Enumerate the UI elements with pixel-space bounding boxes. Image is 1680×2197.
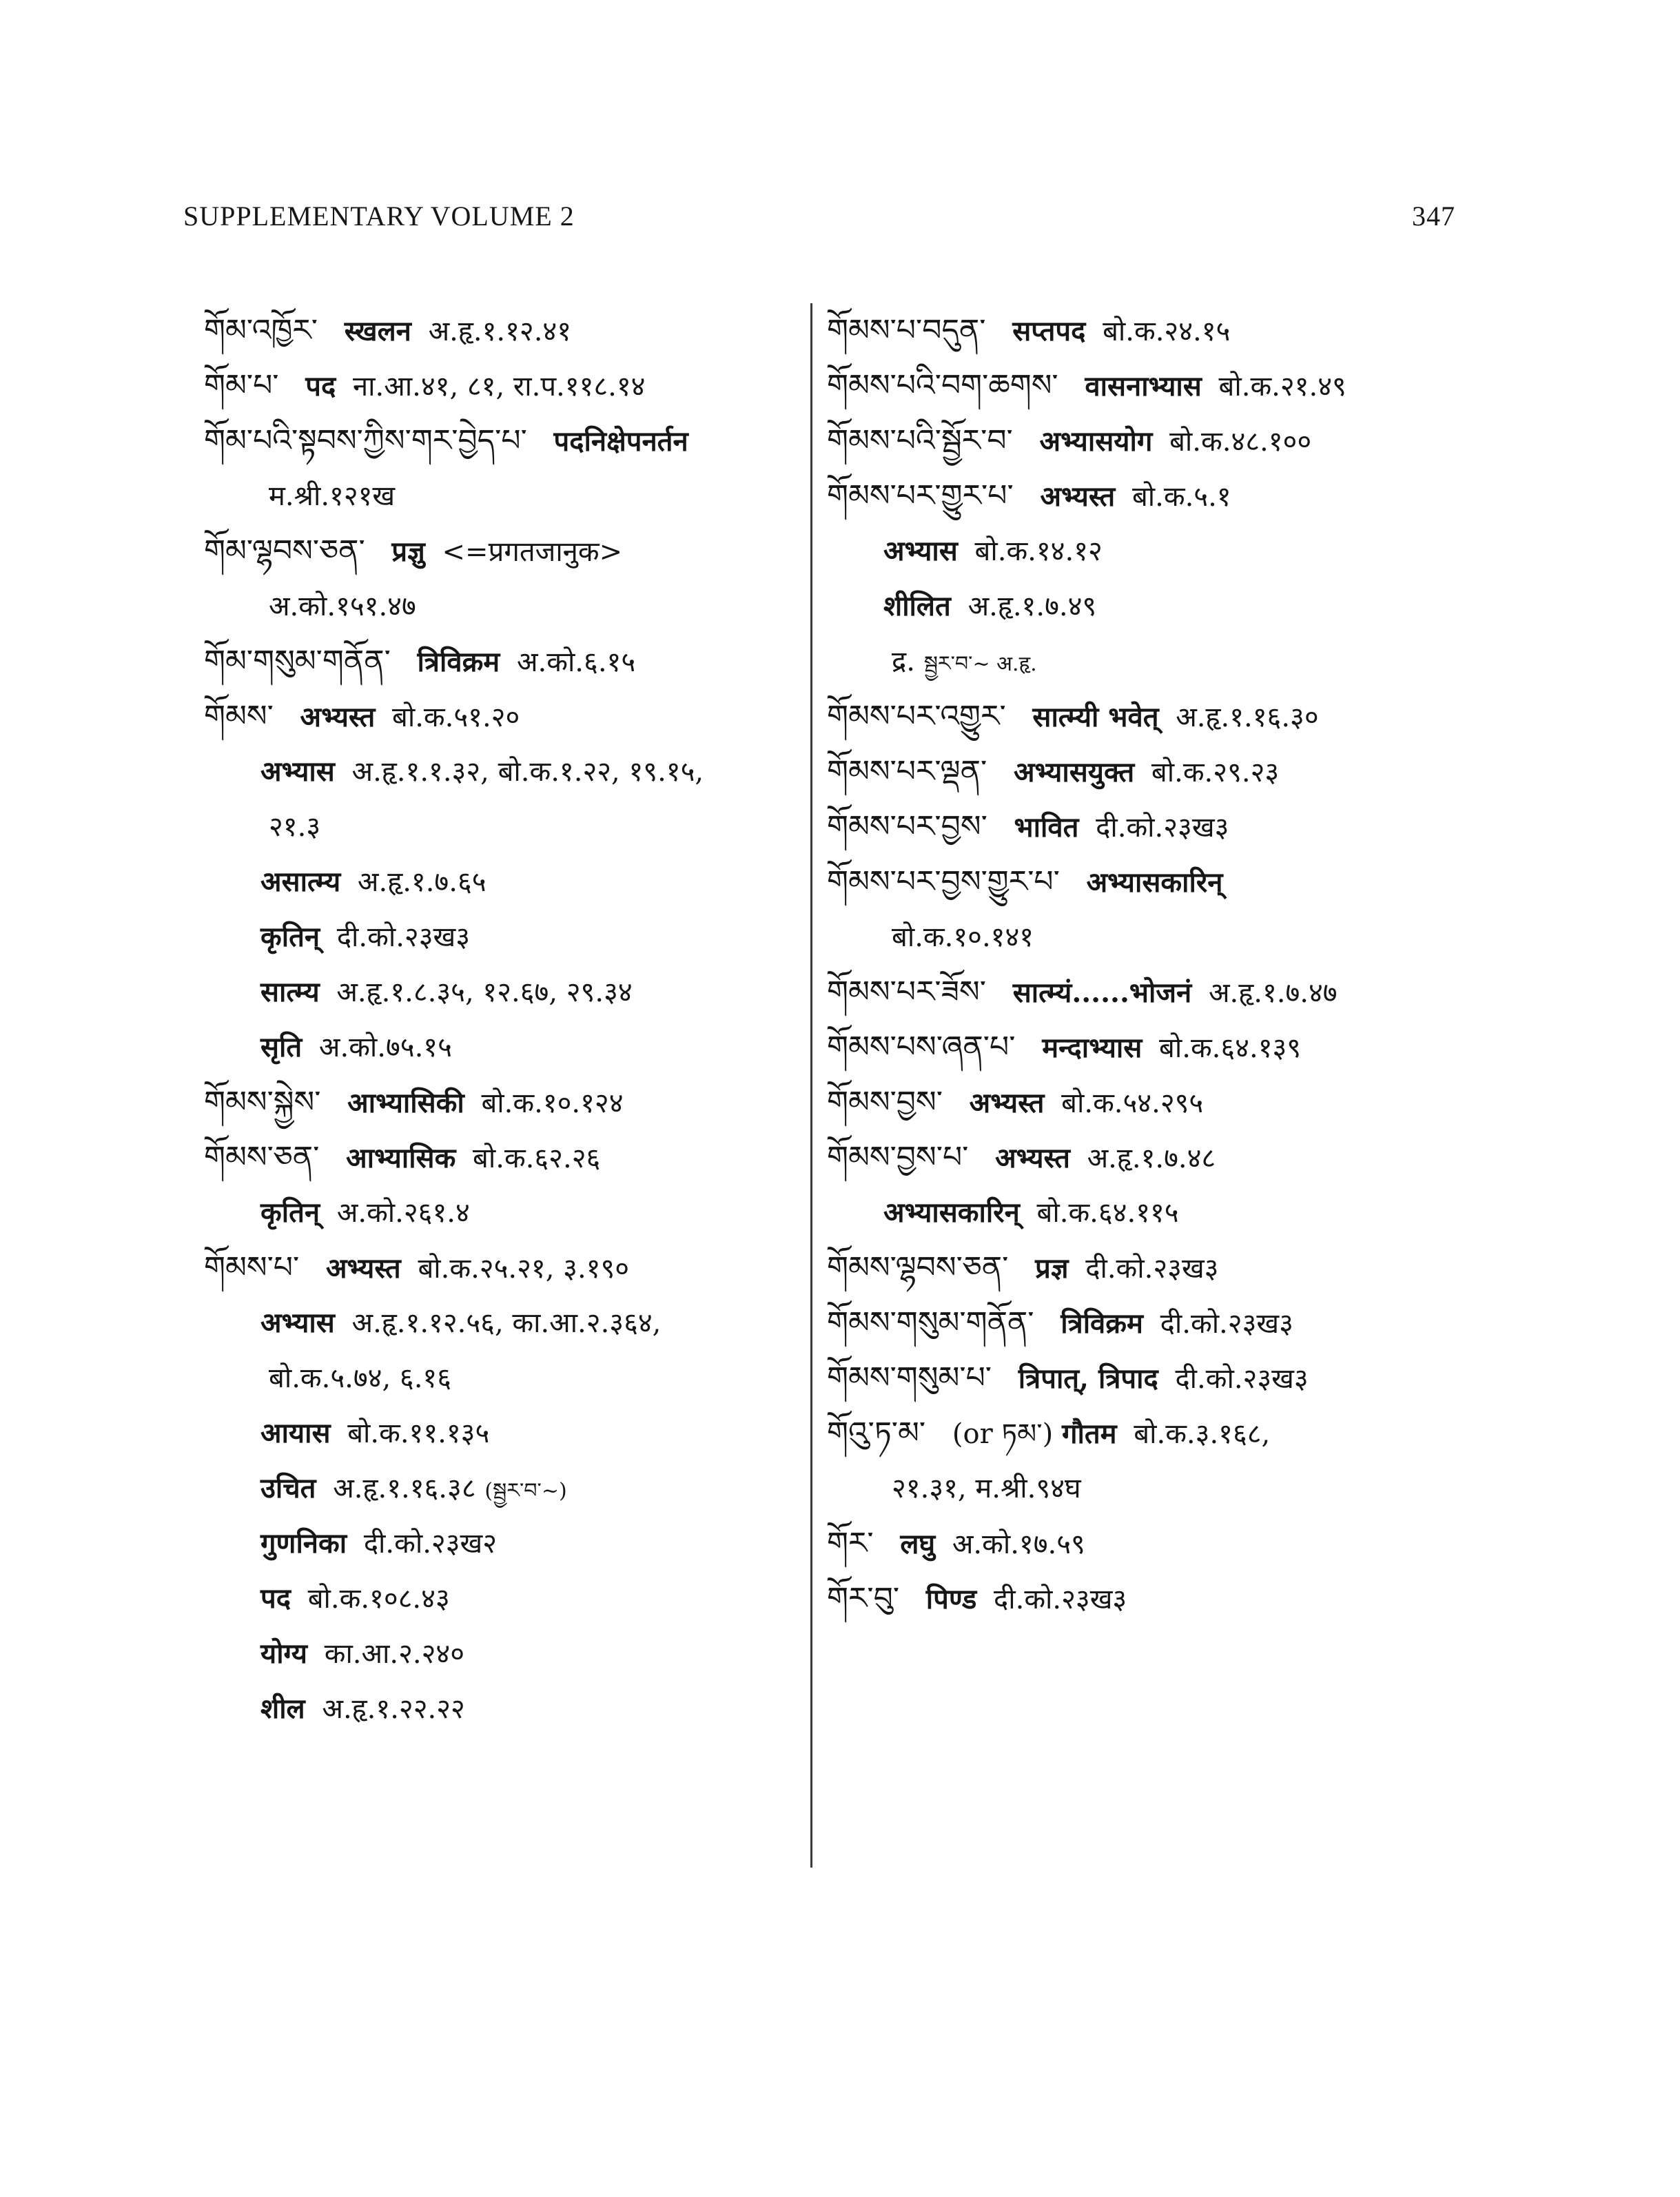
tibetan-headword: གོའུ་ཏ་མ་ (827, 1416, 926, 1451)
sanskrit-equivalent: सप्तपद (1012, 315, 1086, 347)
tibetan-headword: གོམས་པའི་བག་ཆགས་ (827, 368, 1058, 403)
sanskrit-equivalent: आभ्यासिकी (347, 1087, 464, 1119)
dictionary-entry (827, 1406, 1447, 1461)
entry-subline (827, 634, 1447, 689)
sanskrit-equivalent: त्रिविक्रम (417, 646, 500, 678)
entry-subline (204, 1571, 810, 1626)
sanskrit-equivalent: योग्य (260, 1637, 307, 1670)
tibetan-headword: གོམས་པས་ཞན་པ་ (827, 1030, 1016, 1065)
sanskrit-equivalent: कृतिन् (260, 921, 320, 953)
source-reference: अ.हृ.१.२२.२२ (322, 1693, 465, 1725)
entry-subline (827, 579, 1447, 634)
source-reference: अ.को.६.१५ (516, 646, 636, 678)
dictionary-entry (204, 524, 810, 579)
source-reference: बो.क.३.१६८, (1134, 1418, 1271, 1450)
source-reference: अ.हृ.१.७.४७ (1208, 977, 1338, 1009)
tibetan-headword: གོམས་པ་ (204, 1250, 300, 1285)
dictionary-entry (827, 1516, 1447, 1571)
sanskrit-equivalent: सृति (260, 1031, 303, 1063)
page-number: 347 (1412, 201, 1455, 232)
sanskrit-equivalent: मन्दाभ्यास (1042, 1032, 1143, 1064)
dictionary-entry (827, 1130, 1447, 1185)
entry-subline (204, 965, 810, 1020)
dictionary-entry (204, 689, 810, 744)
dictionary-entry (204, 303, 810, 358)
source-reference: दी.को.२३ख३ (336, 921, 471, 953)
source-reference: दी.को.२३ख३ (1096, 812, 1229, 844)
sanskrit-equivalent: प्रज्ञ (1035, 1252, 1069, 1285)
dictionary-entry (827, 744, 1447, 799)
reference-note: (སྦྱར་བ་~) (484, 1479, 567, 1503)
source-reference: २१.३ (269, 811, 321, 843)
source-reference: बो.क.१०८.४३ (307, 1583, 450, 1615)
entry-subline (204, 1516, 810, 1571)
sanskrit-equivalent: शीलित (883, 590, 951, 622)
source-reference: ना.आ.४१, ८१, रा.प.११८.१४ (352, 371, 646, 402)
dictionary-entry (204, 1240, 810, 1296)
dictionary-entry (827, 303, 1447, 358)
source-reference: बो.क.१०.१२४ (481, 1087, 624, 1119)
source-reference: बो.क.१४.१२ (974, 535, 1103, 567)
dictionary-entry (827, 1075, 1447, 1130)
sanskrit-equivalent: सात्म्य (260, 976, 320, 1008)
entry-subline (204, 1296, 810, 1351)
dictionary-entry (204, 413, 810, 469)
source-reference: बो.क.६४.११५ (1036, 1197, 1179, 1229)
sanskrit-equivalent: अभ्यस्त (300, 701, 376, 733)
dictionary-entry (827, 413, 1447, 469)
source-reference: बो.क.६२.२६ (473, 1143, 601, 1174)
tibetan-headword: གོམས་པར་ཟོས་ (827, 974, 986, 1010)
sanskrit-equivalent: अभ्यास (883, 535, 958, 567)
dictionary-entry (827, 965, 1447, 1020)
source-reference: अ.हृ.१.७.६५ (357, 866, 486, 898)
dictionary-entry (827, 799, 1447, 855)
tibetan-headword: གོམས་སྐྱེས་ (204, 1085, 321, 1120)
tibetan-headword: གོམས་པ་བདུན་ (827, 313, 986, 348)
tibetan-headword: གོམ་པའི་སྟབས་ཀྱིས་གར་བྱེད་པ་ (204, 423, 527, 458)
source-reference: बो.क.५.७४, ६.१६ (269, 1362, 452, 1394)
tibetan-headword: གོམས་ལྷབས་ཅན་ (827, 1250, 1009, 1285)
source-reference: का.आ.२.२४० (324, 1638, 465, 1670)
source-reference: <=प्रगतजानुक> (442, 536, 623, 568)
sanskrit-equivalent: अभ्यास (260, 1307, 335, 1339)
entry-subline (204, 910, 810, 965)
reference-note: སྦྱར་བ་~ अ.हृ. (923, 652, 1037, 676)
entry-subline (827, 524, 1447, 579)
entry-subline (827, 1461, 1447, 1516)
source-reference: दी.को.२३ख३ (1085, 1253, 1219, 1285)
dictionary-entry (204, 1130, 810, 1185)
source-reference: द्र. (892, 646, 915, 677)
dictionary-entry (827, 1351, 1447, 1406)
sanskrit-equivalent: अभ्यस्त (1040, 480, 1116, 513)
entry-subline (204, 799, 810, 855)
left-column (204, 303, 810, 1737)
source-reference: अ.हृ.१.७.४८ (1087, 1143, 1216, 1174)
entry-subline (204, 1406, 810, 1461)
sanskrit-equivalent: शील (260, 1693, 305, 1725)
running-title: SUPPLEMENTARY VOLUME 2 (183, 201, 575, 232)
dictionary-entry (827, 1296, 1447, 1351)
source-reference: अ.हृ.१.१.३२, बो.क.१.२२, १९.१५, (351, 756, 704, 788)
tibetan-headword: གོམ་འཁྱོར་ (204, 313, 318, 348)
source-reference: अ.को.२६१.४ (336, 1197, 470, 1229)
dictionary-entry (827, 1020, 1447, 1075)
sanskrit-equivalent: लघु (900, 1528, 936, 1560)
source-reference: दी.को.२३ख३ (1160, 1308, 1293, 1340)
sanskrit-equivalent: त्रिविक्रम (1061, 1307, 1143, 1340)
entry-subline (204, 1185, 810, 1240)
sanskrit-equivalent: पद (260, 1582, 291, 1615)
tibetan-headword: གོམས་གསུམ་གནོན་ (827, 1305, 1034, 1340)
sanskrit-equivalent: अभ्यासयोग (1039, 425, 1153, 458)
sanskrit-equivalent: अभ्यासकारिन् (883, 1196, 1020, 1229)
page-header (183, 200, 1455, 241)
source-reference: म.श्री.१२१ख (269, 480, 396, 512)
tibetan-headword: གོར་ (827, 1526, 874, 1561)
sanskrit-equivalent: आभ्यासिक (346, 1142, 456, 1174)
sanskrit-equivalent: प्रज्ञु (391, 535, 425, 568)
source-reference: बो.क.४८.१०० (1169, 426, 1312, 458)
tibetan-headword: གོམས་ཅན་ (204, 1140, 320, 1175)
source-reference: दी.को.२३ख२ (363, 1528, 498, 1560)
sanskrit-equivalent: उचित (260, 1472, 316, 1504)
entry-subline (204, 469, 810, 524)
source-reference: अ.को.१५१.४७ (269, 591, 416, 622)
tibetan-headword: གོམས་པར་བྱས་ (827, 809, 987, 844)
sanskrit-equivalent: कृतिन् (260, 1196, 320, 1229)
dictionary-entry (204, 1075, 810, 1130)
source-reference: अ.को.७५.१५ (318, 1032, 452, 1063)
dictionary-entry (827, 855, 1447, 910)
source-reference: अ.हृ.१.१२.५६, का.आ.२.३६४, (351, 1307, 662, 1339)
source-reference: बो.क.२९.२३ (1151, 757, 1280, 788)
source-reference: बो.क.११.१३५ (347, 1418, 490, 1449)
sanskrit-equivalent: सात्म्यं......भोजनं (1012, 977, 1192, 1009)
sanskrit-equivalent: गौतम (1061, 1418, 1117, 1450)
source-reference: अ.को.१७.५९ (952, 1529, 1085, 1560)
dictionary-entry (204, 634, 810, 689)
source-reference: बो.क.२५.२१, ३.१९० (418, 1253, 630, 1285)
sanskrit-equivalent: पिण्ड (925, 1583, 977, 1615)
sanskrit-equivalent: स्खलन (344, 315, 411, 347)
tibetan-headword: གོམས་པར་གྱུར་པ་ (827, 478, 1014, 513)
source-reference: बो.क.२१.४९ (1218, 371, 1346, 402)
sanskrit-equivalent: असात्म्य (260, 866, 341, 898)
source-reference: बो.क.१०.१४१ (892, 921, 1034, 953)
source-reference: अ.हृ.१.८.३५, १२.६७, २९.३४ (336, 977, 633, 1008)
tibetan-headword: གོམ་ལྷབས་ཅན་ (204, 533, 365, 569)
sanskrit-equivalent: त्रिपात्, त्रिपाद (1018, 1362, 1158, 1395)
tibetan-headword: གོར་བུ་ (827, 1581, 900, 1616)
tibetan-headword: གོམས་པར་ལྡན་ (827, 754, 987, 789)
tibetan-headword: གོམས་པའི་སྦྱོར་བ་ (827, 423, 1013, 458)
sanskrit-equivalent: अभ्यास (260, 755, 335, 788)
source-reference: बो.क.५.१ (1131, 481, 1231, 513)
entry-subline (204, 1020, 810, 1075)
entry-subline (204, 1626, 810, 1682)
source-reference: बो.क.५१.२० (392, 702, 520, 733)
tibetan-headword: གོམས་པར་བྱས་གྱུར་པ་ (827, 864, 1060, 899)
entry-subline (204, 1461, 810, 1516)
tibetan-headword: གོམས་གསུམ་པ་ (827, 1360, 992, 1396)
source-reference: अ.हृ.१.१२.४१ (428, 316, 572, 347)
dictionary-entry (827, 689, 1447, 744)
dictionary-entry (204, 358, 810, 413)
tibetan-headword: གོམས་བྱས་ (827, 1085, 943, 1120)
sanskrit-equivalent: भावित (1014, 811, 1079, 844)
sanskrit-equivalent: वासनाभ्यास (1085, 370, 1202, 402)
dictionary-entry (827, 358, 1447, 413)
source-reference: बो.क.२४.१५ (1103, 316, 1231, 347)
sanskrit-equivalent: आयास (260, 1417, 331, 1449)
entry-subline (204, 579, 810, 634)
column-divider (810, 303, 812, 1868)
sanskrit-equivalent: अभ्यासयुक्त (1013, 756, 1135, 788)
dictionary-entry (827, 1571, 1447, 1626)
entry-subline (204, 1682, 810, 1737)
source-reference: बो.क.५४.२९५ (1061, 1087, 1204, 1119)
sanskrit-equivalent: अभ्यस्त (325, 1252, 401, 1285)
sanskrit-equivalent: अभ्यासकारिन् (1086, 866, 1223, 899)
source-reference: दी.को.२३ख३ (1175, 1363, 1309, 1395)
tibetan-headword: གོམས་པར་འགྱུར་ (827, 699, 1006, 734)
source-reference: अ.हृ.१.१६.३८ (333, 1473, 476, 1504)
source-reference: अ.हृ.१.१६.३० (1176, 702, 1319, 733)
dictionary-entry (827, 469, 1447, 524)
source-reference: २१.३१, म.श्री.९४घ (892, 1473, 1081, 1504)
entry-subline (827, 1185, 1447, 1240)
dictionary-entry (827, 1240, 1447, 1296)
source-reference: दी.को.२३ख३ (994, 1584, 1127, 1615)
source-reference: बो.क.६४.१३९ (1159, 1032, 1302, 1064)
sanskrit-equivalent: पद (305, 370, 336, 402)
tibetan-headword: གོམས་བྱས་པ་ (827, 1140, 969, 1175)
entry-subline (827, 910, 1447, 965)
entry-subline (204, 855, 810, 910)
sanskrit-equivalent: पदनिक्षेपनर्तन (553, 425, 688, 458)
tibetan-headword: གོམ་གསུམ་གནོན་ (204, 644, 391, 679)
right-column (827, 303, 1447, 1626)
sanskrit-equivalent: सात्म्यी भवेत् (1032, 701, 1159, 733)
sanskrit-equivalent: गुणनिका (260, 1527, 347, 1560)
tibetan-headword: གོམས་ (204, 699, 274, 734)
tibetan-variant: (or ཏམ་) (952, 1418, 1054, 1450)
entry-subline (204, 744, 810, 799)
sanskrit-equivalent: अभ्यस्त (969, 1087, 1045, 1119)
sanskrit-equivalent: अभ्यस्त (995, 1142, 1070, 1174)
tibetan-headword: གོམ་པ་ (204, 368, 279, 403)
entry-subline (204, 1351, 810, 1406)
source-reference: अ.हृ.१.७.४९ (967, 591, 1097, 622)
